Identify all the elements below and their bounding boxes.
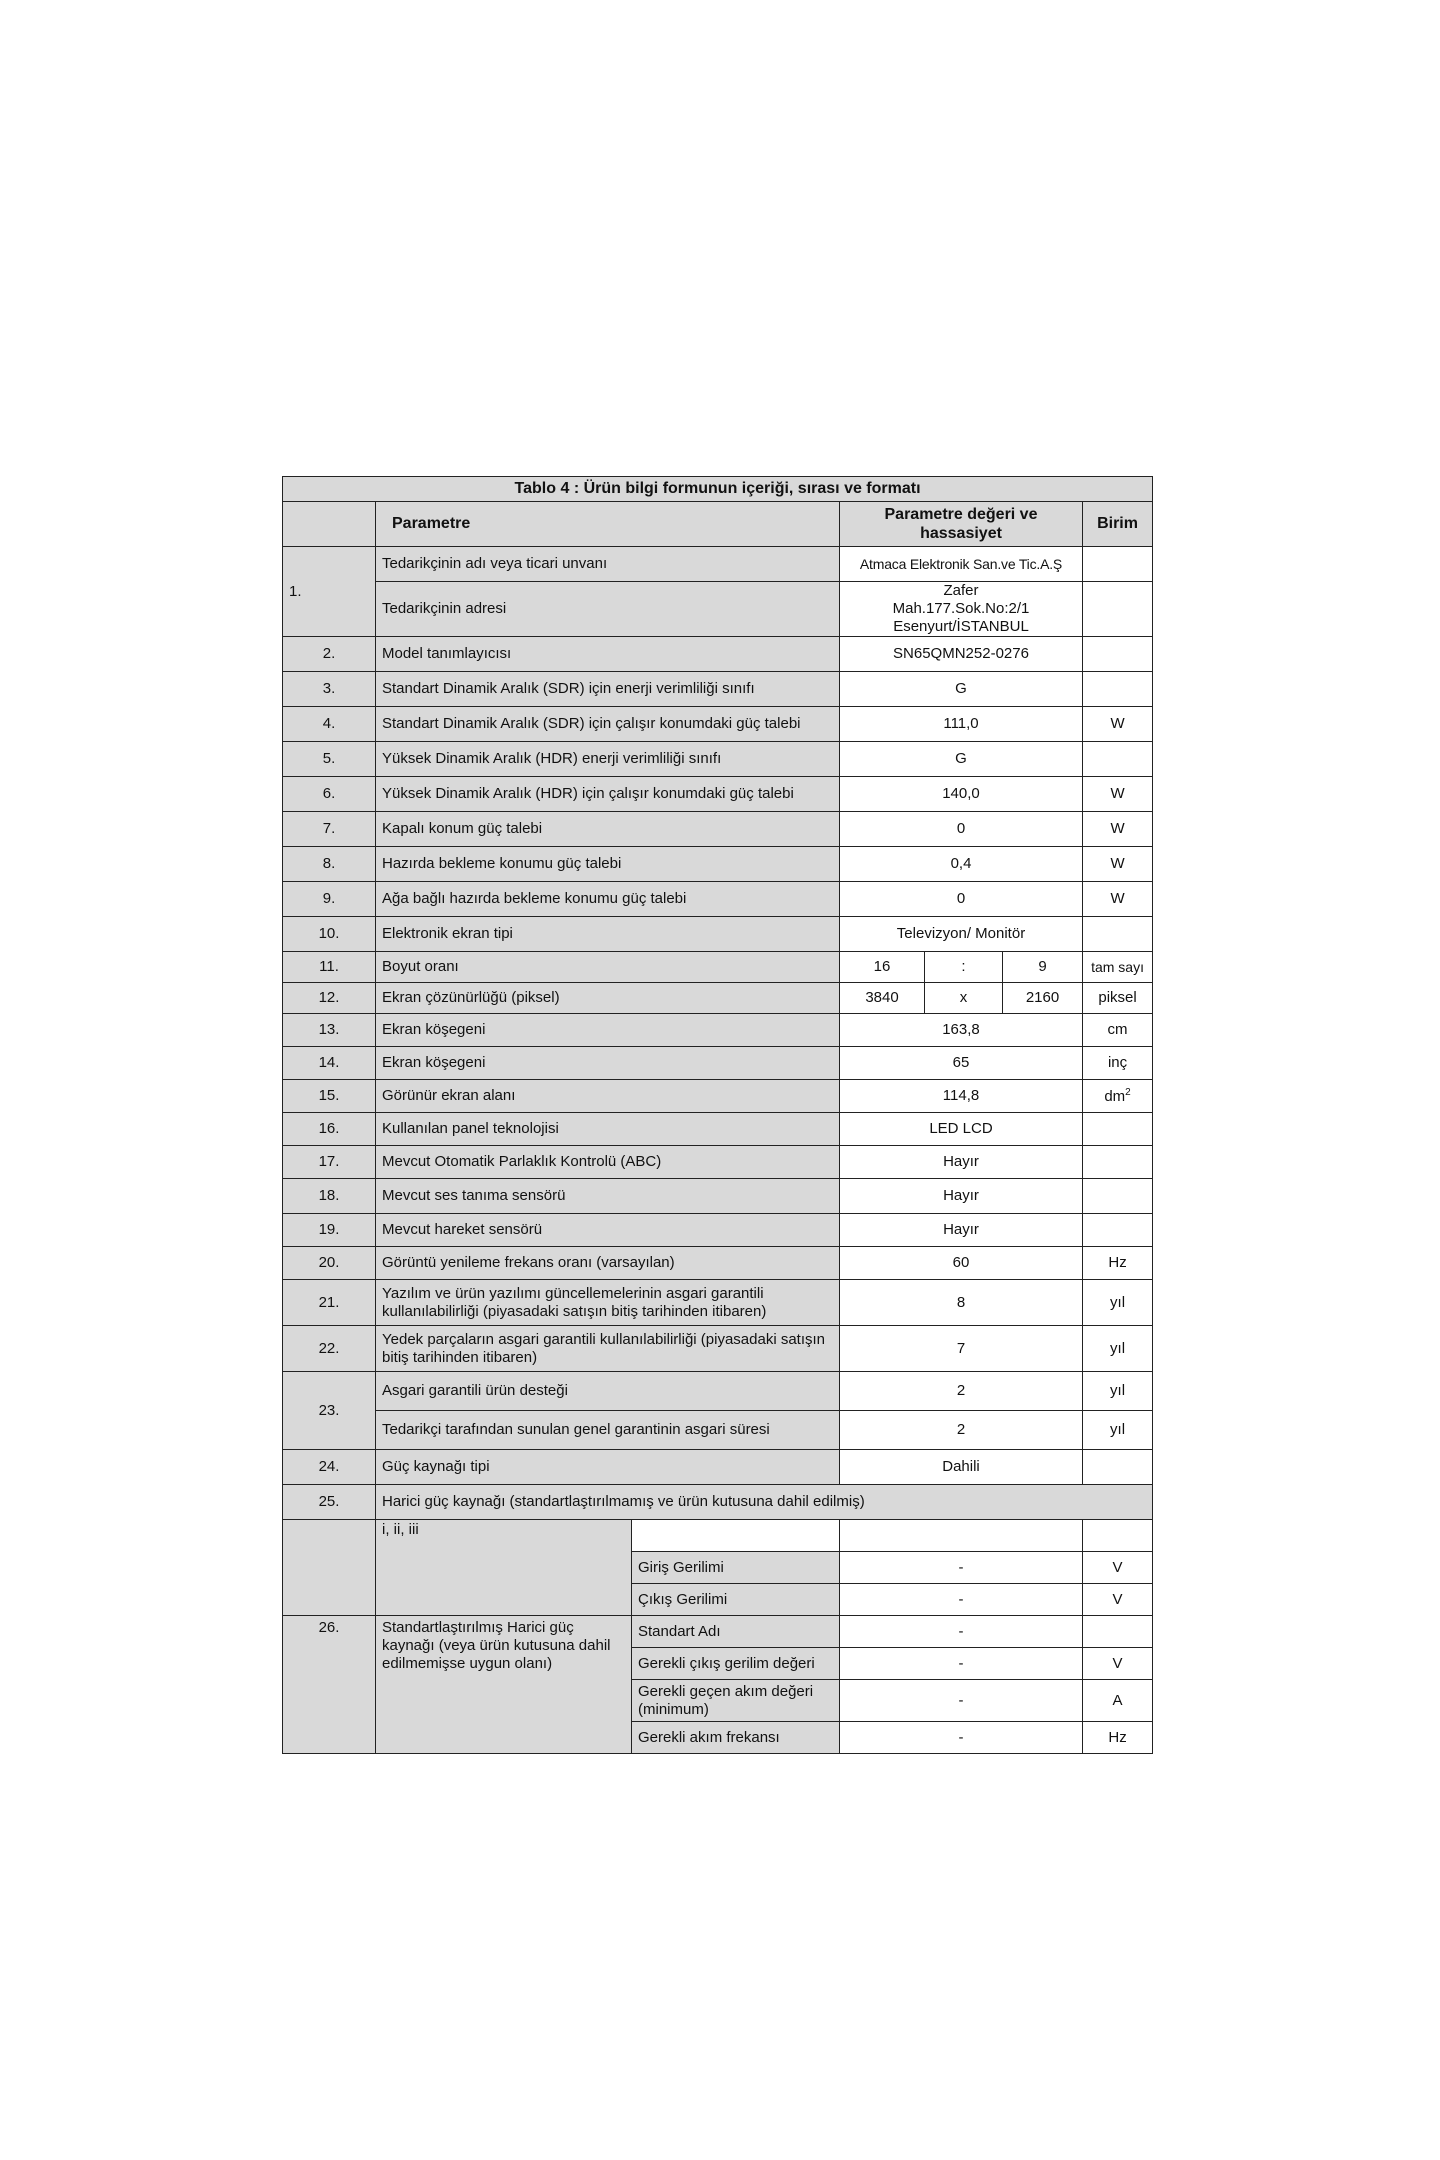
row-unit: inç [1083,1047,1153,1080]
row-parameter: Görüntü yenileme frekans oranı (varsayılan) [376,1247,840,1280]
table-row [283,1014,1153,1047]
row-value: 114,8 [840,1080,1083,1113]
table-row [283,637,1153,672]
row-unit: W [1083,707,1153,742]
row-unit: W [1083,882,1153,917]
row-unit [1083,1080,1153,1113]
table-row [283,672,1153,707]
row-unit [1083,672,1153,707]
row-unit: yıl [1083,1372,1153,1411]
psu-subrow-value: - [840,1552,1083,1584]
table-row [283,1326,1153,1372]
table-row [283,882,1153,917]
row-number: 8. [283,847,376,882]
row-parameter: Ekran köşegeni [376,1014,840,1047]
header-deger: Parametre değeri ve hassasiyet [840,502,1083,547]
row-parameter: Kullanılan panel teknolojisi [376,1113,840,1146]
unit-superscript: 2 [1125,1086,1131,1098]
row-number: 24. [283,1450,376,1485]
row-parameter: Boyut oranı [376,952,840,983]
row-number: 25. [283,1485,376,1520]
row-value: 7 [840,1326,1083,1372]
row-unit: yıl [1083,1280,1153,1326]
row-parameter: Tedarikçi tarafından sunulan genel garantinin asgari süresi [376,1411,840,1450]
row-unit: yıl [1083,1411,1153,1450]
row-unit: yıl [1083,1326,1153,1372]
table-row [283,1214,1153,1247]
row-number: 2. [283,637,376,672]
table-row [283,983,1153,1014]
table-row [283,1520,1153,1552]
psu-subrow-name: Çıkış Gerilimi [632,1584,840,1616]
table-row [283,1113,1153,1146]
row-number: 15. [283,1080,376,1113]
row-number: 4. [283,707,376,742]
row-value: 111,0 [840,707,1083,742]
row-value: G [840,742,1083,777]
table-row [283,1047,1153,1080]
row-number: 7. [283,812,376,847]
row-unit: Hz [1083,1247,1153,1280]
row-value: 140,0 [840,777,1083,812]
table-row [283,1280,1153,1326]
table-row [283,847,1153,882]
header-parametre: Parametre [376,502,840,547]
row-unit [1083,1214,1153,1247]
psu-label: Standartlaştırılmış Harici güç kaynağı (veya ürün kutusuna dahil edilmemişse uygun olanı) [376,1616,632,1754]
row-parameter: Tedarikçinin adresi [376,582,840,637]
psu-subrow-unit: V [1083,1648,1153,1680]
row-value: 2 [840,1411,1083,1450]
row-unit: W [1083,812,1153,847]
table-row [283,1080,1153,1113]
row-parameter: Yüksek Dinamik Aralık (HDR) enerji verimliliği sınıfı [376,742,840,777]
row-value: LED LCD [840,1113,1083,1146]
psu-subrow-value: - [840,1722,1083,1754]
row-unit [1083,582,1153,637]
row-value: Atmaca Elektronik San.ve Tic.A.Ş [840,547,1083,582]
row-number: 6. [283,777,376,812]
row-value: Hayır [840,1179,1083,1214]
row-value: Televizyon/ Monitör [840,917,1083,952]
row-number: 17. [283,1146,376,1179]
psu-subrow-unit: V [1083,1552,1153,1584]
table-row [283,547,1153,582]
psu-unit-header-cell [1083,1520,1153,1552]
row-parameter: Yüksek Dinamik Aralık (HDR) için çalışır konumdaki güç talebi [376,777,840,812]
row-number: 5. [283,742,376,777]
table-row [283,1485,1153,1520]
table-row [283,1146,1153,1179]
row-value: Hayır [840,1146,1083,1179]
row-unit: tam sayı [1083,952,1153,983]
product-info-sheet [282,476,1152,1754]
row-value-separator: x [925,983,1003,1014]
row-value: 0 [840,812,1083,847]
row-number: 14. [283,1047,376,1080]
row-number: 20. [283,1247,376,1280]
table-row [283,582,1153,637]
unit-text: dm [1104,1087,1126,1105]
row-unit: piksel [1083,983,1153,1014]
row-value: Zafer Mah.177.Sok.No:2/1 Esenyurt/İSTANBUL [840,582,1083,637]
row-value: Dahili [840,1450,1083,1485]
table-row [283,707,1153,742]
row-number: 16. [283,1113,376,1146]
row-number: 21. [283,1280,376,1326]
table-row [283,1616,1153,1648]
row-unit [1083,637,1153,672]
row-value: 2 [840,1372,1083,1411]
row-parameter: Standart Dinamik Aralık (SDR) için çalışır konumdaki güç talebi [376,707,840,742]
table-row [283,1179,1153,1214]
row-value-first: 3840 [840,983,925,1014]
row-parameter: Asgari garantili ürün desteği [376,1372,840,1411]
row-value: G [840,672,1083,707]
row-unit: W [1083,847,1153,882]
row-parameter: Güç kaynağı tipi [376,1450,840,1485]
row-number: 12. [283,983,376,1014]
row-unit [1083,1450,1153,1485]
table-row [283,1450,1153,1485]
roman-numeral-label: i, ii, iii [376,1520,632,1616]
table-row [283,952,1153,983]
header-number-cell [283,502,376,547]
header-birim: Birim [1083,502,1153,547]
row-parameter: Mevcut Otomatik Parlaklık Kontrolü (ABC) [376,1146,840,1179]
row-parameter: Yazılım ve ürün yazılımı güncellemelerinin asgari garantili kullanılabilirliği (piyasadaki satışın bitiş tarihinden itibaren) [376,1280,840,1326]
row-value: 65 [840,1047,1083,1080]
row-unit [1083,1113,1153,1146]
row-parameter: Kapalı konum güç talebi [376,812,840,847]
psu-subheader-cell [632,1520,840,1552]
row-value: 0 [840,882,1083,917]
row-number: 11. [283,952,376,983]
row-value: 163,8 [840,1014,1083,1047]
row-number: 19. [283,1214,376,1247]
product-info-table [282,476,1153,1754]
row-parameter: Ağa bağlı hazırda bekleme konumu güç talebi [376,882,840,917]
row-number: 9. [283,882,376,917]
table-row [283,1411,1153,1450]
row-number: 1. [283,547,376,637]
row-parameter: Yedek parçaların asgari garantili kullanılabilirliği (piyasadaki satışın bitiş tarihinden itibaren) [376,1326,840,1372]
row-number-empty [283,1520,376,1616]
row-value-separator: : [925,952,1003,983]
psu-subrow-value: - [840,1680,1083,1722]
psu-subrow-unit [1083,1616,1153,1648]
row-number: 3. [283,672,376,707]
row-unit [1083,917,1153,952]
row-value-second: 9 [1003,952,1083,983]
table-row [283,1247,1153,1280]
row-number: 22. [283,1326,376,1372]
psu-subrow-name: Gerekli geçen akım değeri (minimum) [632,1680,840,1722]
row-unit: W [1083,777,1153,812]
table-title-row [283,477,1153,502]
row-value: SN65QMN252-0276 [840,637,1083,672]
row-unit [1083,547,1153,582]
row-number: 10. [283,917,376,952]
table-header-row [283,502,1153,547]
row-parameter: Harici güç kaynağı (standartlaştırılmamış ve ürün kutusuna dahil edilmiş) [376,1485,1153,1520]
row-value: Hayır [840,1214,1083,1247]
row-unit: cm [1083,1014,1153,1047]
row-unit [1083,742,1153,777]
row-parameter: Mevcut hareket sensörü [376,1214,840,1247]
row-parameter: Elektronik ekran tipi [376,917,840,952]
row-parameter: Görünür ekran alanı [376,1080,840,1113]
row-number: 18. [283,1179,376,1214]
row-parameter: Standart Dinamik Aralık (SDR) için enerji verimliliği sınıfı [376,672,840,707]
row-value: 0,4 [840,847,1083,882]
psu-subrow-name: Gerekli çıkış gerilim değeri [632,1648,840,1680]
row-unit [1083,1146,1153,1179]
row-number: 13. [283,1014,376,1047]
psu-subrow-unit: A [1083,1680,1153,1722]
row-value: 8 [840,1280,1083,1326]
psu-subrow-name: Giriş Gerilimi [632,1552,840,1584]
psu-subrow-value: - [840,1648,1083,1680]
psu-subrow-value: - [840,1584,1083,1616]
table-row [283,1372,1153,1411]
row-value-second: 2160 [1003,983,1083,1014]
row-unit [1083,1179,1153,1214]
row-parameter: Tedarikçinin adı veya ticari unvanı [376,547,840,582]
table-title: Tablo 4 : Ürün bilgi formunun içeriği, sırası ve formatı [283,477,1153,502]
psu-subrow-name: Gerekli akım frekansı [632,1722,840,1754]
psu-subrow-value: - [840,1616,1083,1648]
table-row [283,742,1153,777]
row-parameter: Mevcut ses tanıma sensörü [376,1179,840,1214]
row-value-first: 16 [840,952,925,983]
table-row [283,812,1153,847]
row-value: 60 [840,1247,1083,1280]
row-parameter: Hazırda bekleme konumu güç talebi [376,847,840,882]
row-number: 23. [283,1372,376,1450]
row-parameter: Model tanımlayıcısı [376,637,840,672]
table-row [283,917,1153,952]
row-number: 26. [283,1616,376,1754]
table-row [283,777,1153,812]
row-parameter: Ekran çözünürlüğü (piksel) [376,983,840,1014]
psu-value-header-cell [840,1520,1083,1552]
psu-subrow-unit: V [1083,1584,1153,1616]
psu-subrow-unit: Hz [1083,1722,1153,1754]
row-parameter: Ekran köşegeni [376,1047,840,1080]
psu-subrow-name: Standart Adı [632,1616,840,1648]
